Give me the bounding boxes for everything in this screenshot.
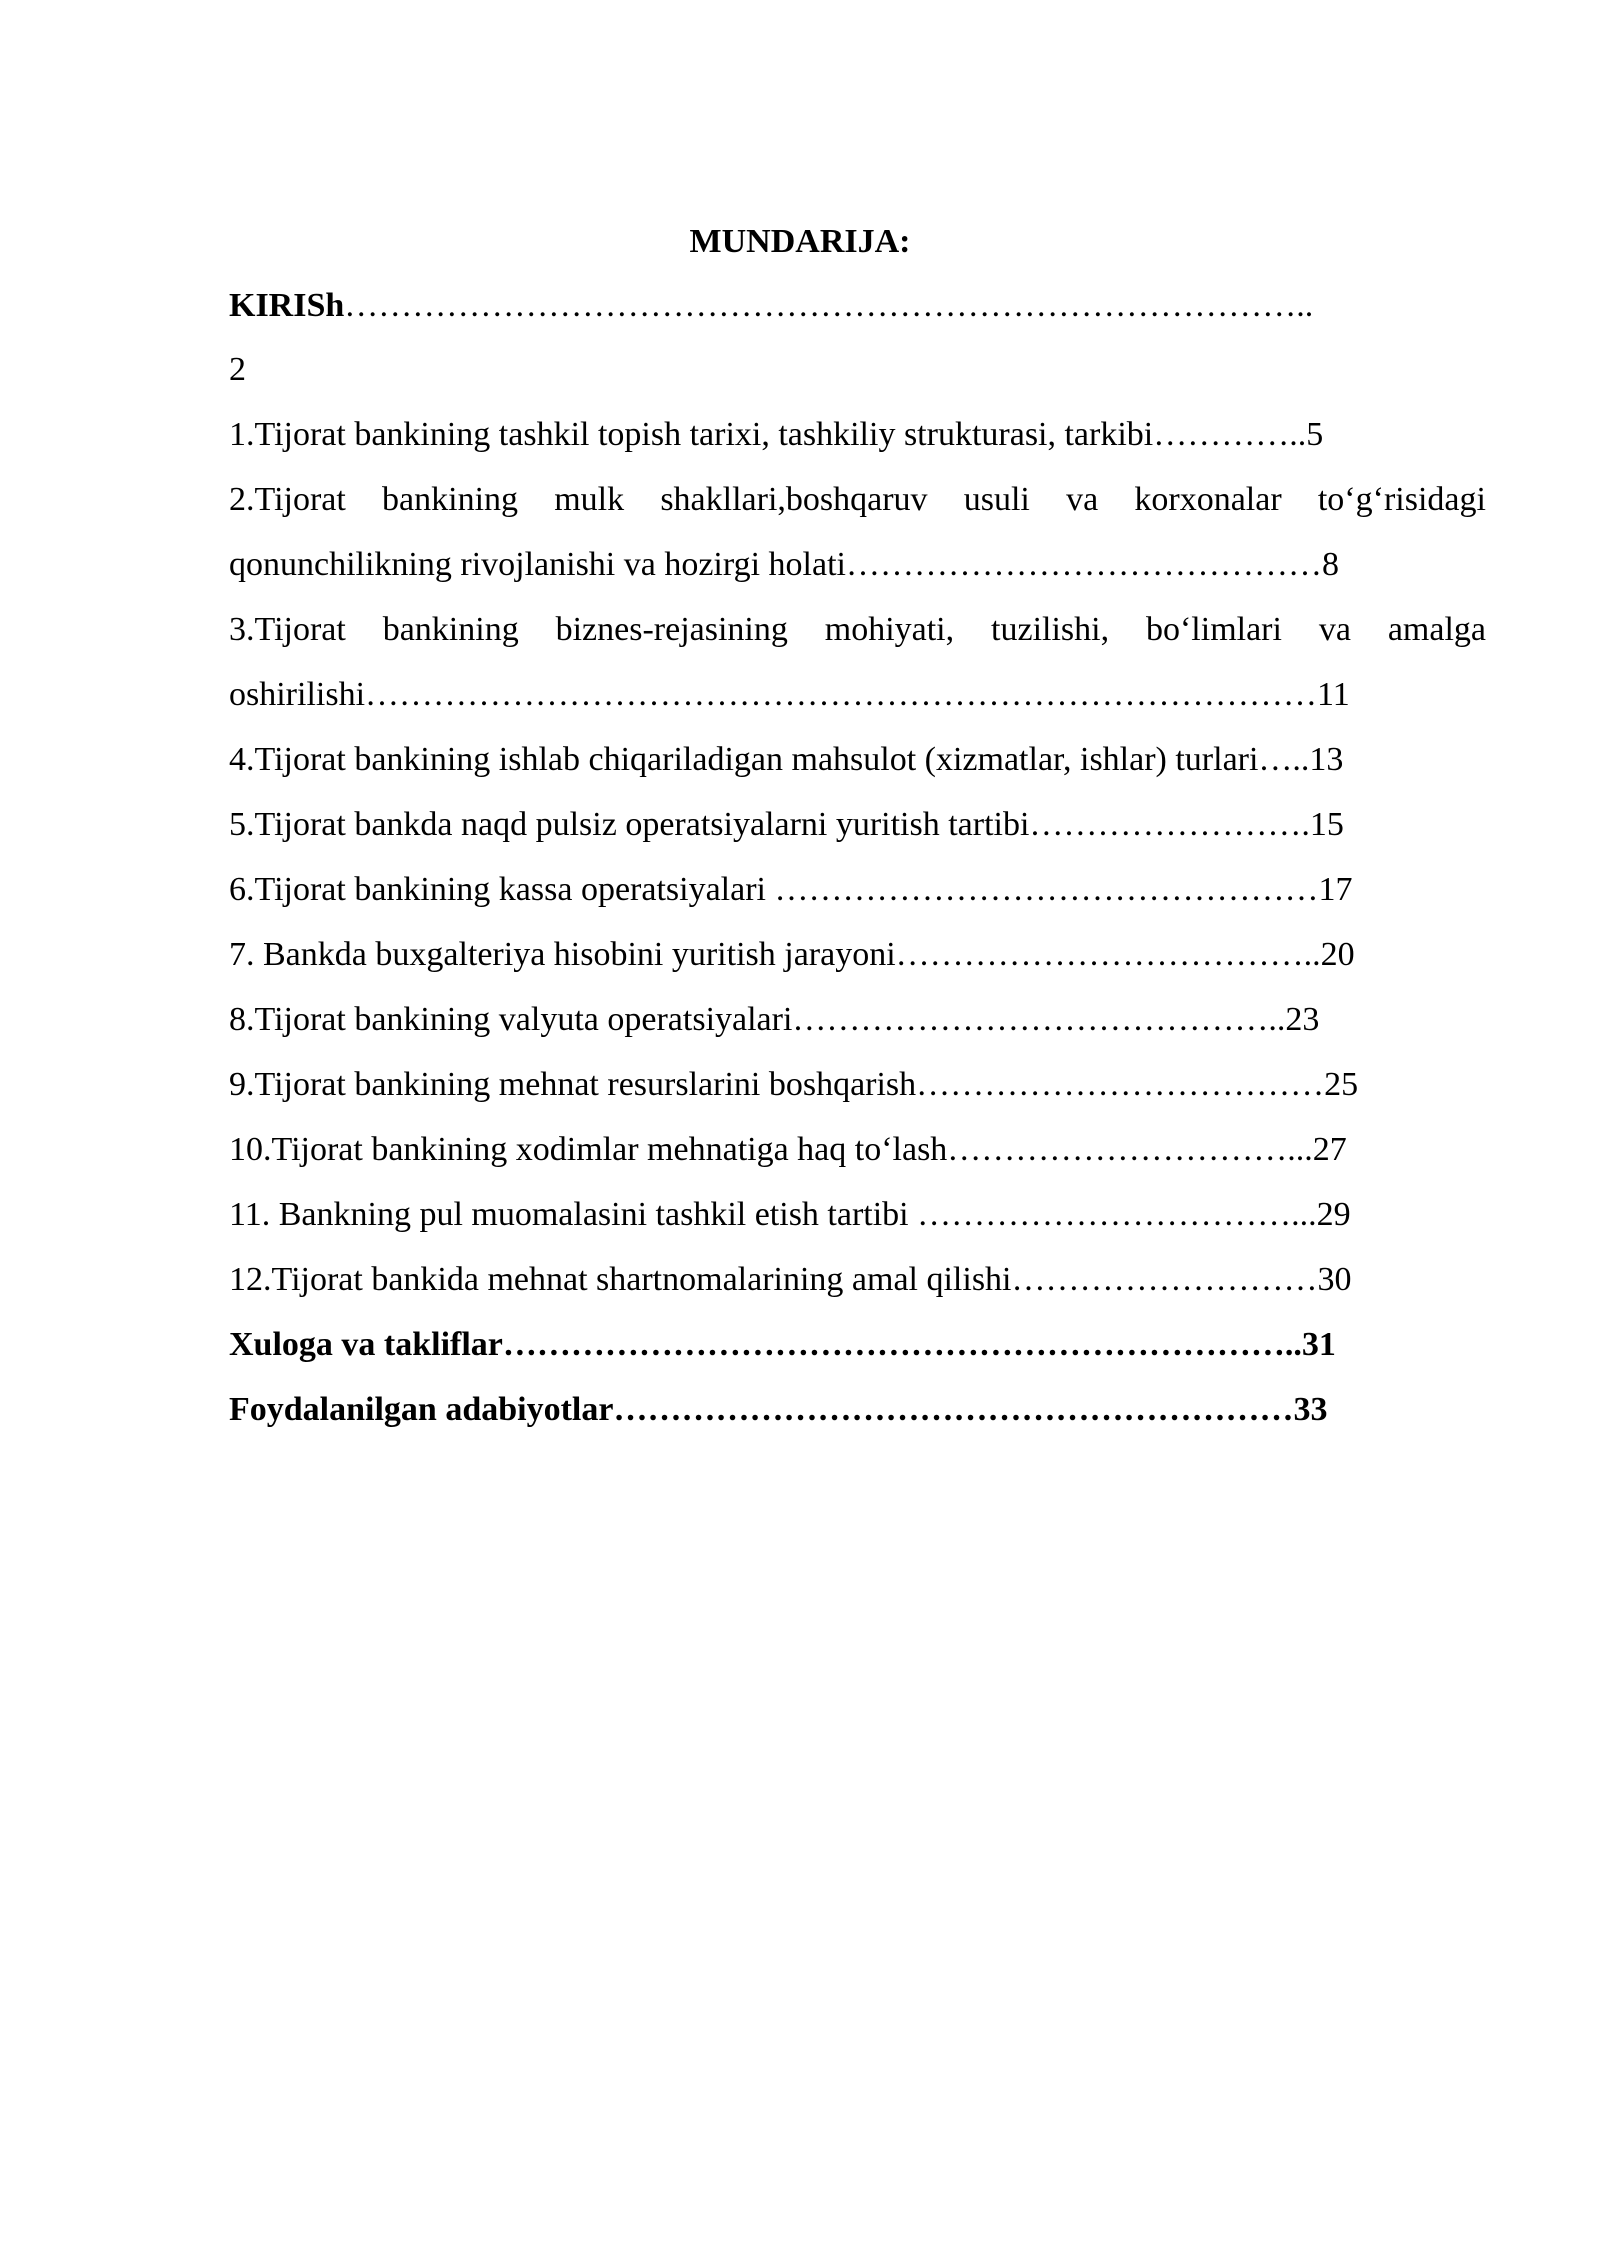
toc-word: bo‘limlari	[1145, 611, 1282, 648]
toc-entry-2-line-1	[229, 476, 1486, 524]
toc-entry-5: 5.Tijorat bankda naqd pulsiz operatsiyalarni yuritish tartibi…………………….15	[229, 806, 1344, 843]
toc-word: va	[1318, 611, 1351, 648]
toc-intro-leader: …………………………………………………………………………..	[344, 287, 1314, 324]
toc-word: tuzilishi,	[991, 611, 1110, 648]
toc-word: to‘g‘risidagi	[1317, 481, 1486, 518]
toc-entry-1: 1.Tijorat bankining tashkil topish tarixi, tashkiliy strukturasi, tarkibi…………..5	[229, 416, 1324, 453]
toc-word: usuli	[963, 481, 1030, 518]
toc-entry-11: 11. Bankning pul muomalasini tashkil etish tartibi ……………………………...29	[229, 1196, 1351, 1233]
toc-word: va	[1066, 481, 1099, 518]
toc-word: 3.Tijorat	[229, 611, 346, 648]
toc-word: biznes-rejasining	[555, 611, 788, 648]
toc-intro-line	[229, 282, 1313, 330]
toc-entry-6: 6.Tijorat bankining kassa operatsiyalari …………………………………………17	[229, 871, 1353, 908]
toc-entry-12: 12.Tijorat bankida mehnat shartnomalarining amal qilishi………………………30	[229, 1261, 1352, 1298]
toc-word: amalga	[1387, 611, 1486, 648]
toc-intro-page: 2	[229, 351, 246, 388]
toc-entry-10: 10.Tijorat bankining xodimlar mehnatiga haq to‘lash…………………………...27	[229, 1131, 1347, 1168]
toc-conclusion: Xuloga va takliflar……………………………………………………………..31	[229, 1326, 1336, 1363]
toc-entry-9: 9.Tijorat bankining mehnat resurslarini boshqarish………………………………25	[229, 1066, 1359, 1103]
toc-entry-7: 7. Bankda buxgalteriya hisobini yuritish jarayoni………………………………..20	[229, 936, 1355, 973]
toc-word: mohiyati,	[824, 611, 955, 648]
toc-title: MUNDARIJA:	[689, 223, 911, 260]
toc-word: bankining	[382, 611, 519, 648]
toc-entry-4: 4.Tijorat bankining ishlab chiqariladigan mahsulot (xizmatlar, ishlar) turlari…..13	[229, 741, 1344, 778]
toc-entry-3-line-2: oshirilishi…………………………………………………………………………11	[229, 676, 1350, 713]
toc-intro-label: KIRISh	[229, 287, 345, 324]
toc-word: 2.Tijorat	[229, 481, 346, 518]
toc-word: korxonalar	[1134, 481, 1282, 518]
toc-entry-3-line-1	[229, 606, 1486, 654]
toc-word: shakllari,boshqaruv	[660, 481, 928, 518]
toc-word: bankining	[382, 481, 519, 518]
toc-entry-8: 8.Tijorat bankining valyuta operatsiyalari……………………………………..23	[229, 1001, 1320, 1038]
toc-entry-2-line-2: qonunchilikning rivojlanishi va hozirgi holati……………………………………8	[229, 546, 1339, 583]
toc-references: Foydalanilgan adabiyotlar……………………………………………………33	[229, 1391, 1328, 1428]
toc-word: mulk	[554, 481, 625, 518]
